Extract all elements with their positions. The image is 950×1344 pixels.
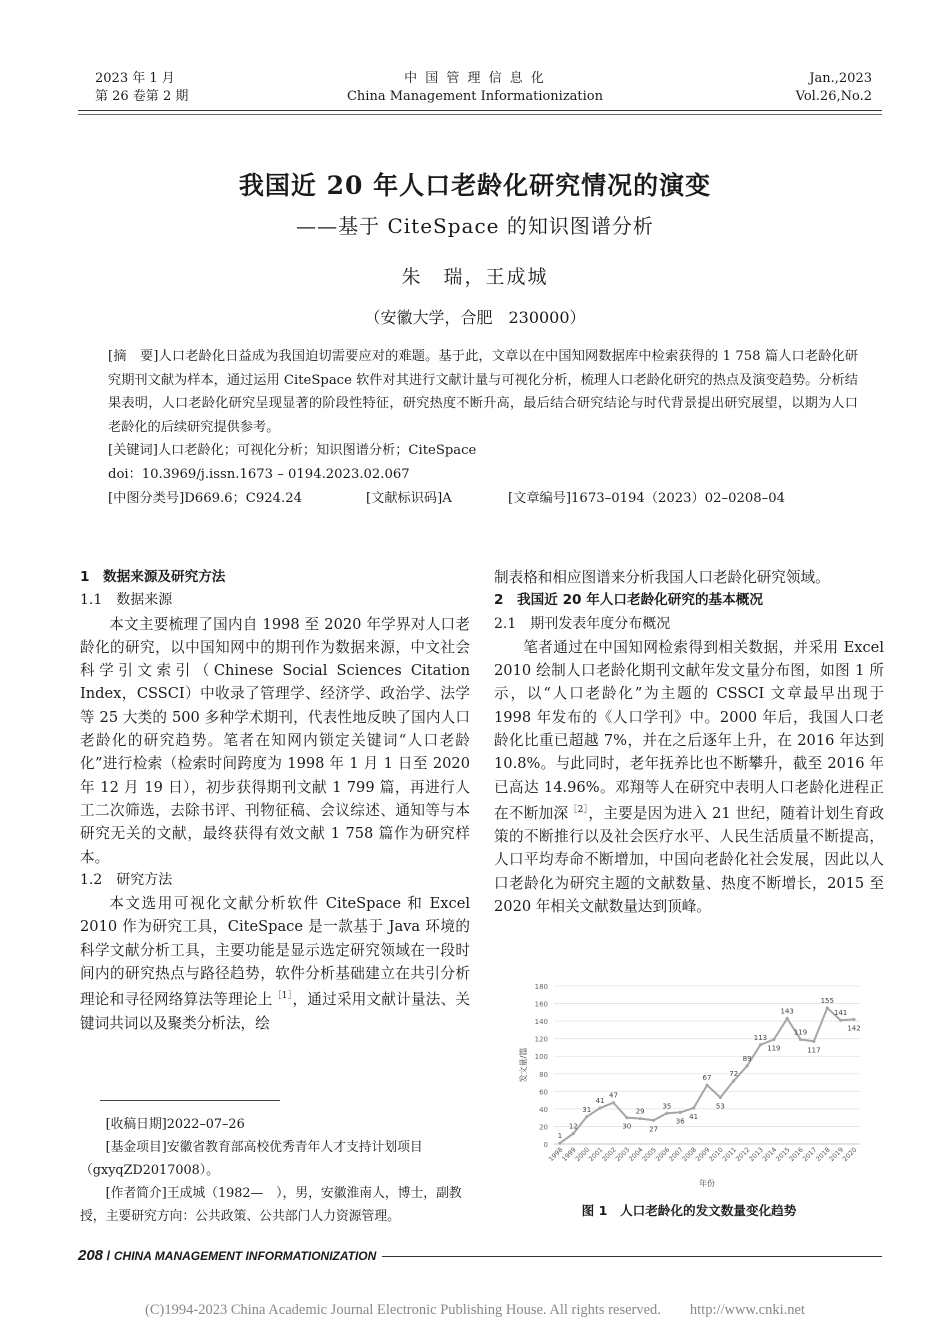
received-date xyxy=(80,1113,472,1136)
paragraph xyxy=(80,892,470,1035)
x-tick-label: 2010 xyxy=(707,1145,725,1164)
y-tick-label: 60 xyxy=(539,1088,548,1097)
paragraph-text: ，通过采用文献计量法、关键词共词以及聚类分析法，绘 xyxy=(80,991,470,1032)
x-tick-label: 1999 xyxy=(560,1145,578,1164)
x-tick-label: 2011 xyxy=(720,1145,739,1164)
y-tick-label: 140 xyxy=(534,1018,548,1027)
y-axis-title: 发文量/篇 xyxy=(519,1047,528,1083)
data-point xyxy=(585,1115,588,1118)
data-label: 31 xyxy=(582,1105,592,1114)
body-column-right xyxy=(494,566,884,918)
y-tick-label: 180 xyxy=(534,983,548,991)
volume-issue: 第 26 卷第 2 期 xyxy=(95,89,189,104)
article-authors: 朱 瑞，王成城 xyxy=(401,266,549,288)
fund-label: [基金项目] xyxy=(105,1140,167,1155)
header-rule xyxy=(78,110,882,111)
classification-row xyxy=(108,487,858,511)
data-point xyxy=(786,1017,789,1020)
data-point xyxy=(639,1117,642,1120)
data-label: 117 xyxy=(807,1046,821,1055)
footnotes xyxy=(80,1113,472,1228)
data-point xyxy=(625,1116,628,1119)
data-label: 72 xyxy=(729,1069,739,1078)
data-label: 141 xyxy=(833,1009,848,1018)
data-label: 41 xyxy=(689,1113,699,1122)
section-2-1-heading: 2.1 期刊发表年度分布概况 xyxy=(494,615,671,632)
clc-label: [中图分类号] xyxy=(108,491,185,507)
article-subtitle: ——基于 CiteSpace 的知识图谱分析 xyxy=(296,214,654,238)
data-point xyxy=(612,1101,615,1104)
paragraph xyxy=(494,636,884,918)
paragraph: 本文主要梳理了国内自 1998 至 2020 年学界对人口老龄化的研究，以中国知网中的期刊作为数据来源，中文社会科学引文索引（Chinese Social Sciences Citation Index，CSSCI）中收录了管理学、经济学、政治学、法学等 25 大类的 500 多种学术期刊，代表性地反映了国内人口老龄化的研究趋势。笔者在知网内锁定关键词“人口老龄化”进行检索（检索时间跨度为 1998 年 1 月 1 日至 2020 年 12 月 19 日），初步获得期刊文献 1 799 篇，再进行人工二次筛选，去除书评、刊物征稿、会议综述、通知等与本研究无关的文献，最终获得有效文献 1 758 篇作为研究样本。 xyxy=(80,615,470,866)
x-tick-label: 1998 xyxy=(547,1145,565,1164)
data-label: 30 xyxy=(622,1122,632,1131)
footnote-rule xyxy=(100,1100,280,1101)
x-tick-label: 2000 xyxy=(573,1145,592,1164)
author-bio-value: 王成城（1982— ），男，安徽淮南人，博士，副教授，主要研究方向：公共政策、公共部门人力资源管理。 xyxy=(80,1186,462,1224)
x-tick-label: 2002 xyxy=(600,1145,618,1164)
figure-1-caption: 图 1 人口老龄化的发文数量变化趋势 xyxy=(581,1203,797,1218)
data-point xyxy=(679,1111,682,1114)
data-label: 27 xyxy=(649,1125,659,1134)
line-chart xyxy=(514,980,870,1192)
author-affiliation: （安徽大学，合肥 230000） xyxy=(364,308,586,327)
data-point xyxy=(812,1040,815,1043)
page-number: 208 xyxy=(78,1247,104,1264)
section-2-heading: 2 我国近 20 年人口老龄化研究的基本概况 xyxy=(494,592,763,609)
data-point xyxy=(652,1119,655,1122)
article-no-label: [文章编号] xyxy=(508,491,572,507)
received-value: 2022–07–26 xyxy=(166,1117,245,1132)
journal-name-en: China Management Informationization xyxy=(346,89,604,104)
data-label: 67 xyxy=(702,1074,712,1083)
data-point xyxy=(732,1079,735,1082)
data-label: 53 xyxy=(715,1102,725,1111)
section-1-heading: 1 数据来源及研究方法 xyxy=(80,569,226,585)
data-label: 29 xyxy=(635,1107,645,1116)
fund-value: 安徽省教育部高校优秀青年人才支持计划项目（gxyqZD2017008）。 xyxy=(80,1140,423,1178)
data-point xyxy=(558,1142,561,1145)
x-tick-label: 2007 xyxy=(667,1145,685,1164)
x-tick-label: 2016 xyxy=(787,1145,805,1164)
abstract-block xyxy=(108,345,858,511)
issue-date-en: Jan.,2023 xyxy=(809,71,872,86)
y-tick-label: 20 xyxy=(539,1123,548,1132)
data-point xyxy=(839,1019,842,1022)
abstract-label: [摘 要] xyxy=(108,349,159,364)
data-label: 35 xyxy=(662,1102,672,1111)
page-footer: 208 / CHINA MANAGEMENT INFORMATIONIZATION xyxy=(78,1247,382,1264)
journal-name-cn: 中 国 管 理 信 息 化 xyxy=(404,71,546,86)
paragraph-continued: 制表格和相应图谱来分析我国人口老龄化研究领域。 xyxy=(494,569,830,586)
data-label: 119 xyxy=(767,1044,781,1053)
x-tick-label: 2008 xyxy=(680,1145,699,1164)
body-column-left xyxy=(80,566,470,1035)
data-label: 41 xyxy=(595,1097,605,1106)
data-point xyxy=(772,1038,775,1041)
data-point xyxy=(705,1084,708,1087)
clc-value: D669.6；C924.24 xyxy=(184,491,302,507)
journal-date-volume-en xyxy=(796,70,872,106)
doi: doi：10.3969/j.issn.1673 – 0194.2023.02.067 xyxy=(108,467,410,483)
received-label: [收稿日期] xyxy=(105,1117,167,1132)
citation-ref[interactable]: ［2］ xyxy=(568,804,589,815)
data-label: 143 xyxy=(780,1007,794,1016)
issue-date: 2023 年 1 月 xyxy=(95,71,175,86)
data-label: 12 xyxy=(568,1122,578,1131)
y-tick-label: 0 xyxy=(543,1141,548,1149)
x-tick-label: 2006 xyxy=(653,1145,672,1164)
data-label: 1 xyxy=(557,1132,563,1141)
data-label: 113 xyxy=(753,1033,768,1042)
doc-code-label: [文献标识码] xyxy=(366,491,443,507)
paragraph-text: ，主要是因为进入 21 世纪，随着计划生育政策的不断推行以及社会医疗水平、人民生活质量不断提高，人口平均寿命不断增加，中国向老龄化社会发展，因此以人口老龄化为研究主题的文献数量、热度不断增长，2015 至 2020 年相关文献数量达到顶峰。 xyxy=(494,804,884,916)
data-point xyxy=(572,1132,575,1135)
x-axis-title: 年份 xyxy=(699,1179,715,1188)
x-tick-label: 2019 xyxy=(827,1145,846,1164)
data-point xyxy=(826,1006,829,1009)
data-label: 36 xyxy=(675,1117,685,1126)
footer-journal-name: CHINA MANAGEMENT INFORMATIONIZATION xyxy=(113,1249,377,1263)
keywords-label: [关键词] xyxy=(108,443,158,459)
doc-code-value: A xyxy=(442,491,452,507)
data-label: 119 xyxy=(793,1028,808,1037)
x-tick-label: 2013 xyxy=(747,1145,765,1164)
data-point xyxy=(799,1038,802,1041)
article-title: 我国近 20 年人口老龄化研究情况的演变 xyxy=(238,171,712,200)
fund-info xyxy=(80,1136,472,1182)
x-tick-label: 2009 xyxy=(694,1145,712,1164)
figure-1-chart xyxy=(514,980,870,1192)
volume-issue-en: Vol.26,No.2 xyxy=(795,89,872,104)
data-point xyxy=(692,1106,695,1109)
paragraph-text: 本文选用可视化文献分析软件 CiteSpace 和 Excel 2010 作为研究工具，CiteSpace 是一款基于 Java 环境的科学文献分析工具，主要功能是显示选定研究领域在一段时间内的研究热点与路径趋势，软件分析基础建立在共引分析理论和寻径网络算法等理论上 xyxy=(80,895,470,1009)
x-tick-label: 2003 xyxy=(613,1145,632,1164)
article-no-value: 1673–0194（2023）02–0208–04 xyxy=(571,491,786,507)
x-tick-label: 2020 xyxy=(841,1145,859,1164)
y-tick-label: 160 xyxy=(534,1000,548,1009)
section-1-1-heading: 1.1 数据来源 xyxy=(80,592,173,609)
x-tick-label: 2018 xyxy=(814,1145,832,1164)
abstract-text: 人口老龄化日益成为我国迫切需要应对的难题。基于此，文章以在中国知网数据库中检索获得的 1 758 篇人口老龄化研究期刊文献为样本，通过运用 CiteSpace 软件对其进行文献计量与可视化分析，梳理人口老龄化研究的热点及演变趋势。分析结果表明，人口老龄化研究呈现显著的阶段性特征，研究热度不断升高，最后结合研究结论与时代背景提出研究展望，以期为人口老龄化的后续研究提供参考。 xyxy=(108,349,858,435)
keywords xyxy=(108,439,858,463)
y-tick-label: 100 xyxy=(534,1053,548,1062)
data-point xyxy=(598,1106,601,1109)
x-tick-label: 2014 xyxy=(760,1145,779,1164)
x-tick-label: 2015 xyxy=(774,1145,792,1164)
data-point xyxy=(719,1096,722,1099)
x-tick-label: 2012 xyxy=(734,1145,752,1164)
y-tick-label: 120 xyxy=(534,1035,548,1044)
citation-ref[interactable]: ［1］ xyxy=(272,991,293,1002)
header-rule-thin xyxy=(78,114,882,115)
data-label: 155 xyxy=(820,996,834,1005)
data-point xyxy=(759,1043,762,1046)
x-tick-label: 2017 xyxy=(800,1145,819,1164)
data-label: 89 xyxy=(742,1054,752,1063)
author-bio xyxy=(80,1182,472,1228)
copyright-notice: (C)1994-2023 China Academic Journal Electronic Publishing House. All rights reserved. http://www.cnki.net xyxy=(145,1302,805,1318)
author-bio-label: [作者简介] xyxy=(105,1186,167,1201)
abstract xyxy=(108,345,858,439)
y-tick-label: 40 xyxy=(539,1105,548,1114)
x-tick-label: 2004 xyxy=(627,1145,645,1164)
data-label: 47 xyxy=(608,1091,618,1100)
data-point xyxy=(745,1064,748,1067)
data-point xyxy=(852,1018,855,1021)
keywords-text: 人口老龄化；可视化分析；知识图谱分析；CiteSpace xyxy=(157,443,477,459)
x-tick-label: 2005 xyxy=(640,1145,658,1164)
section-1-2-heading: 1.2 研究方法 xyxy=(80,871,173,888)
data-label: 142 xyxy=(847,1024,861,1033)
paragraph-text: 笔者通过在中国知网检索得到相关数据，并采用 Excel 2010 绘制人口老龄化期刊文献年发文量分布图，如图 1 所示，以“人口老龄化”为主题的 CSSCI 文章最早出现于 1998 年发布的《人口学刊》中。2000 年后，我国人口老龄化比重已超越 7%，并在之后逐年上升，在 2016 年达到 10.8%。与此同时，老年抚养比也不断攀升，截至 2016 年已高达 14.96%。邓翔等人在研究中表明人口老龄化进程正在不断加深 xyxy=(494,638,884,822)
x-tick-label: 2001 xyxy=(587,1145,605,1164)
data-point xyxy=(665,1112,668,1115)
y-tick-label: 80 xyxy=(539,1070,548,1079)
